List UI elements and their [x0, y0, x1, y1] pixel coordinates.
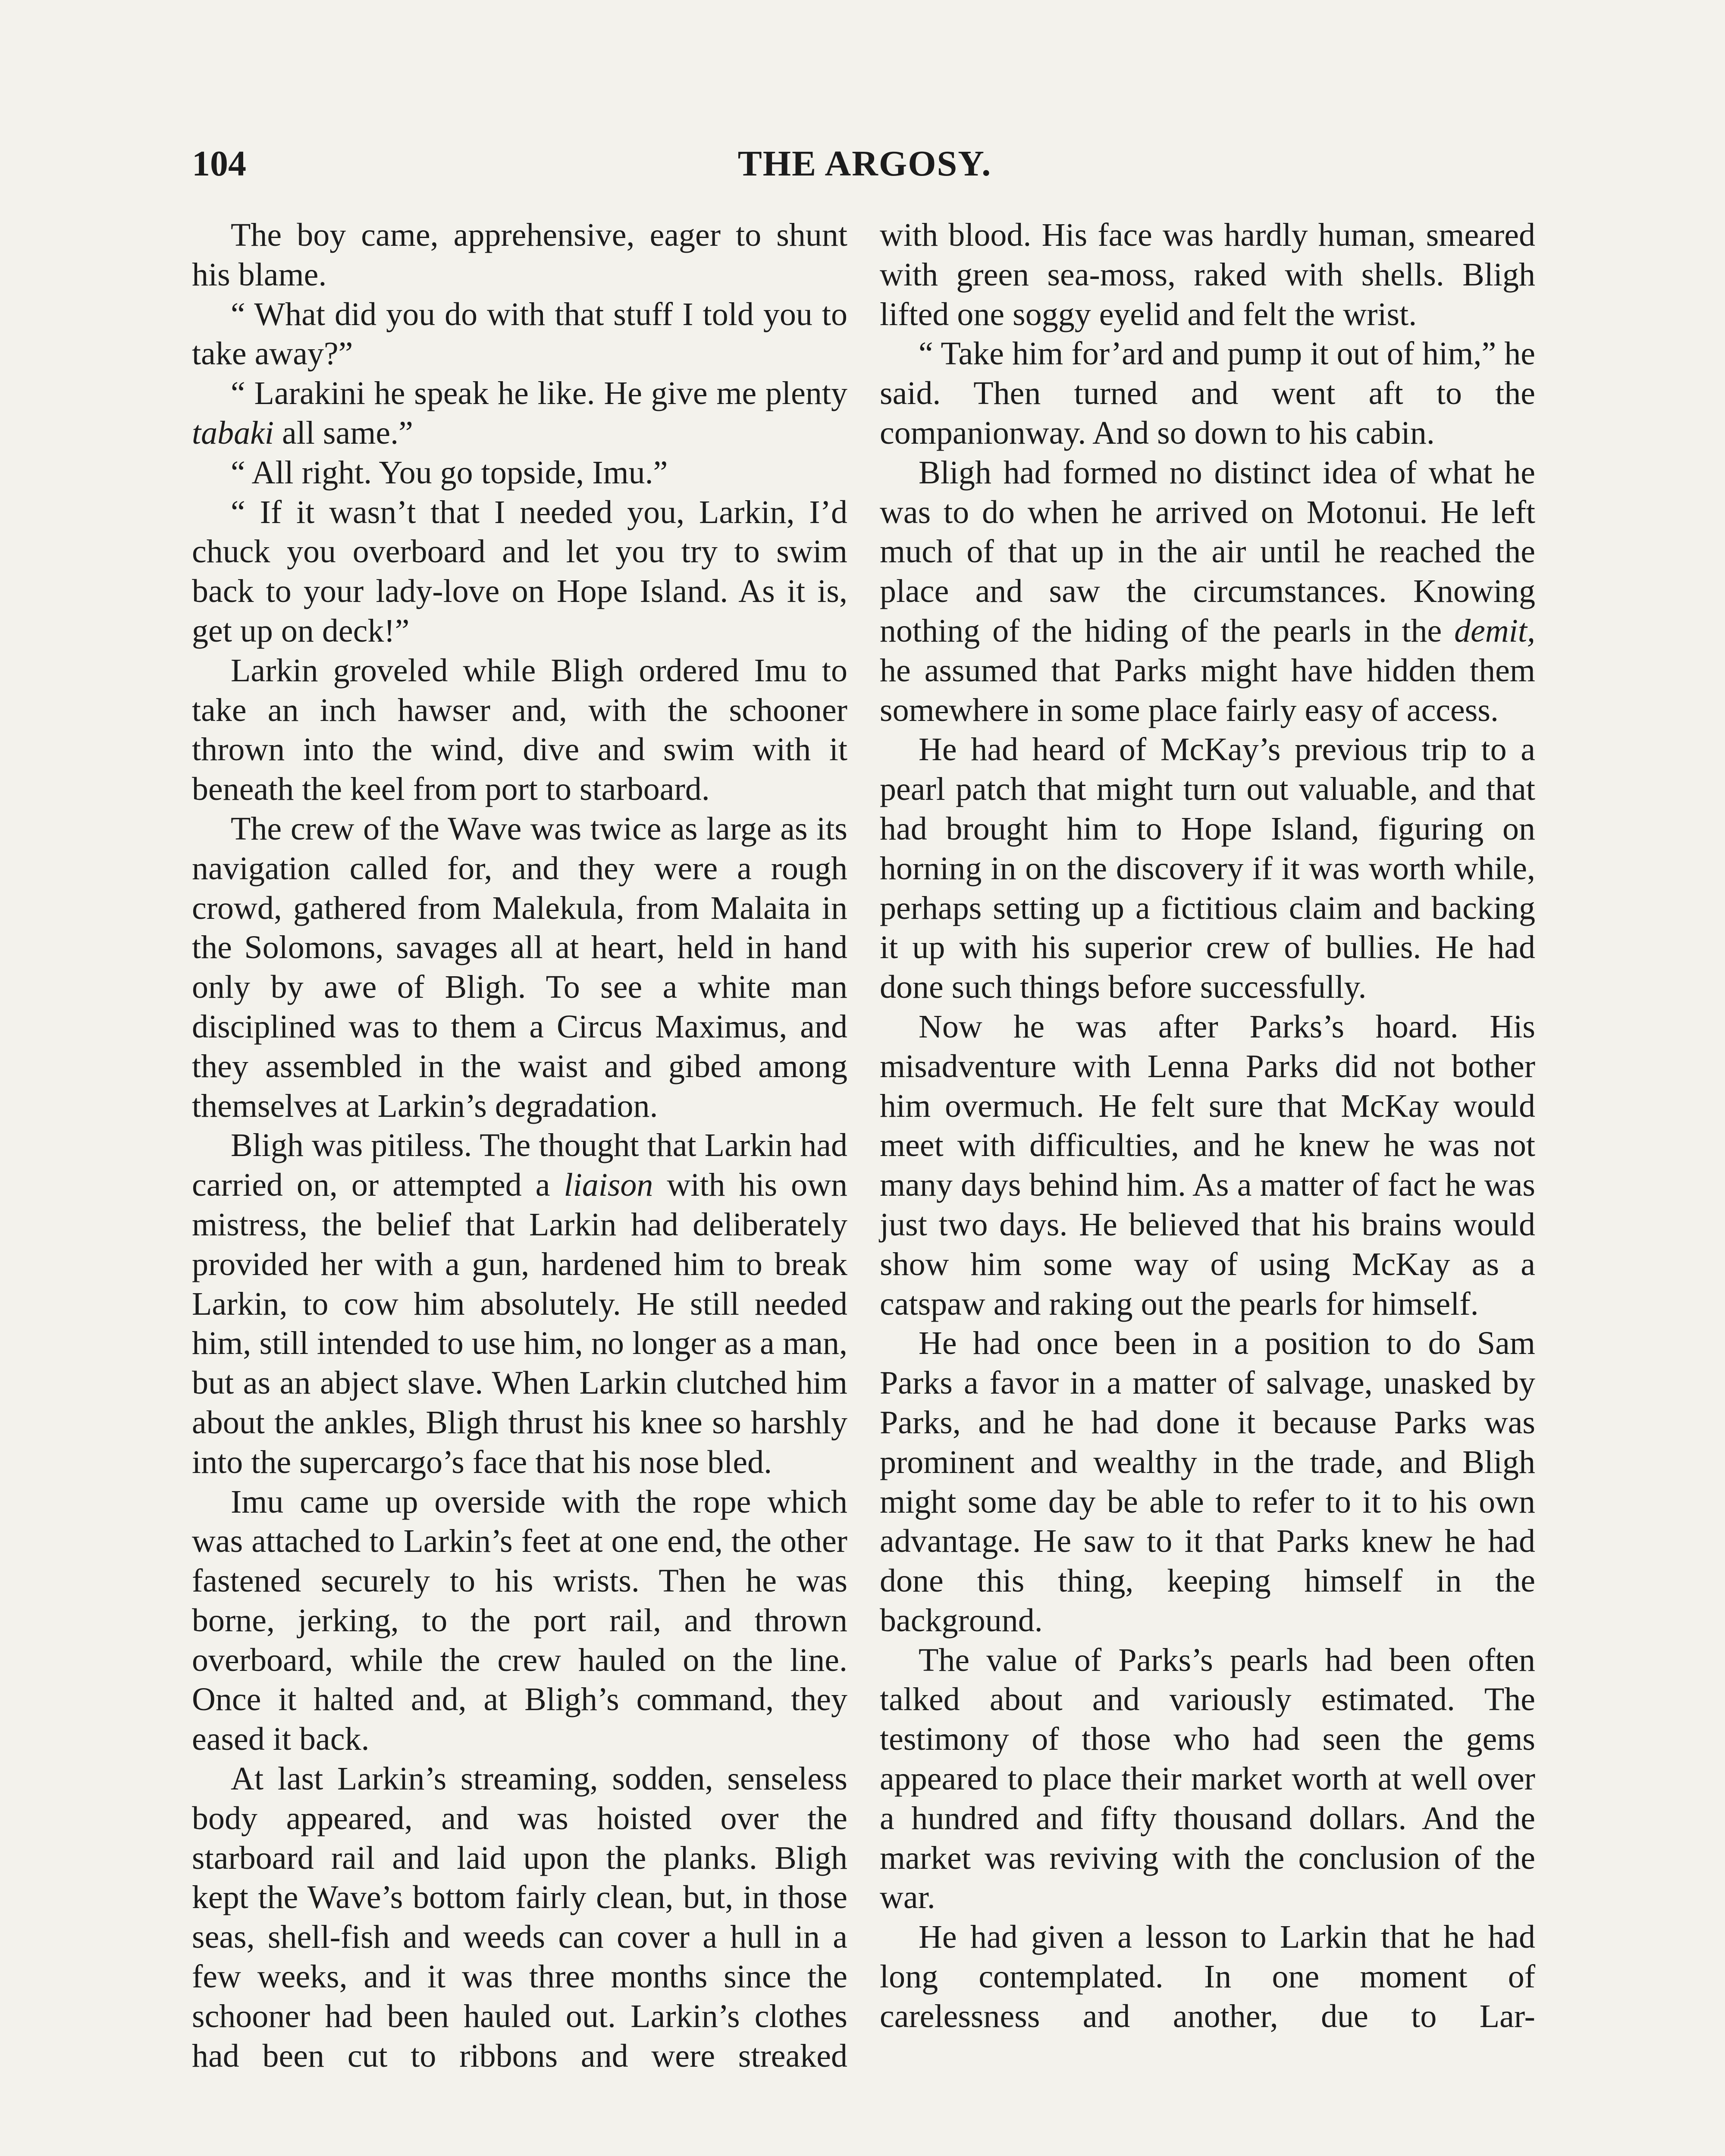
paragraph: The value of Parks’s pearls had been often talked about and variously estimated. The testimony of those who had seen the gems appeared to place their market worth at well over a hundred and fifty thousand dollars. And the market was reviving with the conclusion of the war.	[880, 1642, 1535, 1916]
page-header	[192, 140, 1537, 188]
left-column	[192, 216, 847, 2076]
paragraph: He had once been in a position to do Sam Parks a favor in a matter of salvage, unasked by Parks, and he had done it because Parks was prominent and wealthy in the trade, and Bligh might some day be able to refer to it to his own advantage. He saw to it that Parks knew he had done this thing, keeping himself in the background.	[880, 1325, 1535, 1639]
paragraph: At last Larkin’s streaming, sodden, senseless body appeared, and was hoisted over the starboard rail and laid upon the planks. Bligh kept the Wave’s bottom fairly clean, but, in those seas, shell-fish and weeds can cover a hull in a few weeks, and it was three months since the schooner had been hauled out. Larkin’s clothes had been cut to ribbons and were streaked	[192, 1761, 847, 2074]
paragraph: He had heard of McKay’s previous trip to a pearl patch that might turn out valuable, and that had brought him to Hope Island, figuring on horning in on the discovery if it was worth while, perhaps setting up a fictitious claim and backing it up with his superior crew of bullies. He had done such things before successfully.	[880, 731, 1535, 1006]
paragraph: Imu came up overside with the rope which was attached to Larkin’s feet at one end, the other fastened securely to his wrists. Then he was borne, jerking, to the port rail, and thrown overboard, while the crew hauled on the line. Once it halted and, at Bligh’s command, they eased it back.	[192, 1483, 847, 1758]
running-title: THE ARGOSY.	[737, 144, 992, 184]
paragraph: Larkin groveled while Bligh ordered Imu to take an inch hawser and, with the schooner thrown into the wind, dive and swim with it beneath the keel from port to starboard.	[192, 652, 847, 808]
paragraph: Bligh was pitiless. The thought that Larkin had carried on, or attempted a liaison with his own mistress, the belief that Larkin had deliberately provided her with a gun, hardened him to break Larkin, to cow him absolutely. He still needed him, still intended to use him, no longer as a man, but as an abject slave. When Larkin clutched him about the ankles, Bligh thrust his knee so harshly into the supercargo’s face that his nose bled.	[192, 1127, 847, 1480]
paragraph: The boy came, apprehensive, eager to shunt his blame.	[192, 217, 847, 293]
paragraph: Bligh had formed no distinct idea of what he was to do when he arrived on Motonui. He left much of that up in the air until he reached the place and saw the circumstances. Knowing nothing of the hiding of the pearls in the demit, he assumed that Parks might have hidden them somewhere in some place fairly easy of access.	[880, 454, 1535, 728]
paragraph: Now he was after Parks’s hoard. His misadventure with Lenna Parks did not bother him overmuch. He felt sure that McKay would meet with difficulties, and he knew he was not many days behind him. As a matter of fact he was just two days. He believed that his brains would show him some way of using McKay as a catspaw and raking out the pearls for himself.	[880, 1008, 1535, 1322]
paragraph: “ If it wasn’t that I needed you, Larkin, I’d chuck you overboard and let you try to swim back to your lady-love on Hope Island. As it is, get up on deck!”	[192, 494, 847, 649]
paragraph: with blood. His face was hardly human, smeared with green sea-moss, raked with shells. Bligh lifted one soggy eyelid and felt the wrist.	[880, 217, 1535, 332]
right-column	[880, 216, 1535, 2037]
paragraph: The crew of the Wave was twice as large as its navigation called for, and they were a rough crowd, gathered from Malekula, from Malaita in the Solomons, savages all at heart, held in hand only by awe of Bligh. To see a white man disciplined was to them a Circus Maximus, and they assembled in the waist and gibed among themselves at Larkin’s degradation.	[192, 810, 847, 1124]
paragraph: “ What did you do with that stuff I told you to take away?”	[192, 296, 847, 372]
paragraph: “ Larakini he speak he like. He give me plenty tabaki all same.”	[192, 375, 847, 451]
paragraph: He had given a lesson to Larkin that he had long contemplated. In one moment of carelessness and another, due to Lar-	[880, 1919, 1535, 2034]
paragraph: “ Take him for’ard and pump it out of him,” he said. Then turned and went aft to the companionway. And so down to his cabin.	[880, 335, 1535, 451]
page-number: 104	[192, 144, 246, 184]
paragraph: “ All right. You go topside, Imu.”	[231, 454, 668, 491]
